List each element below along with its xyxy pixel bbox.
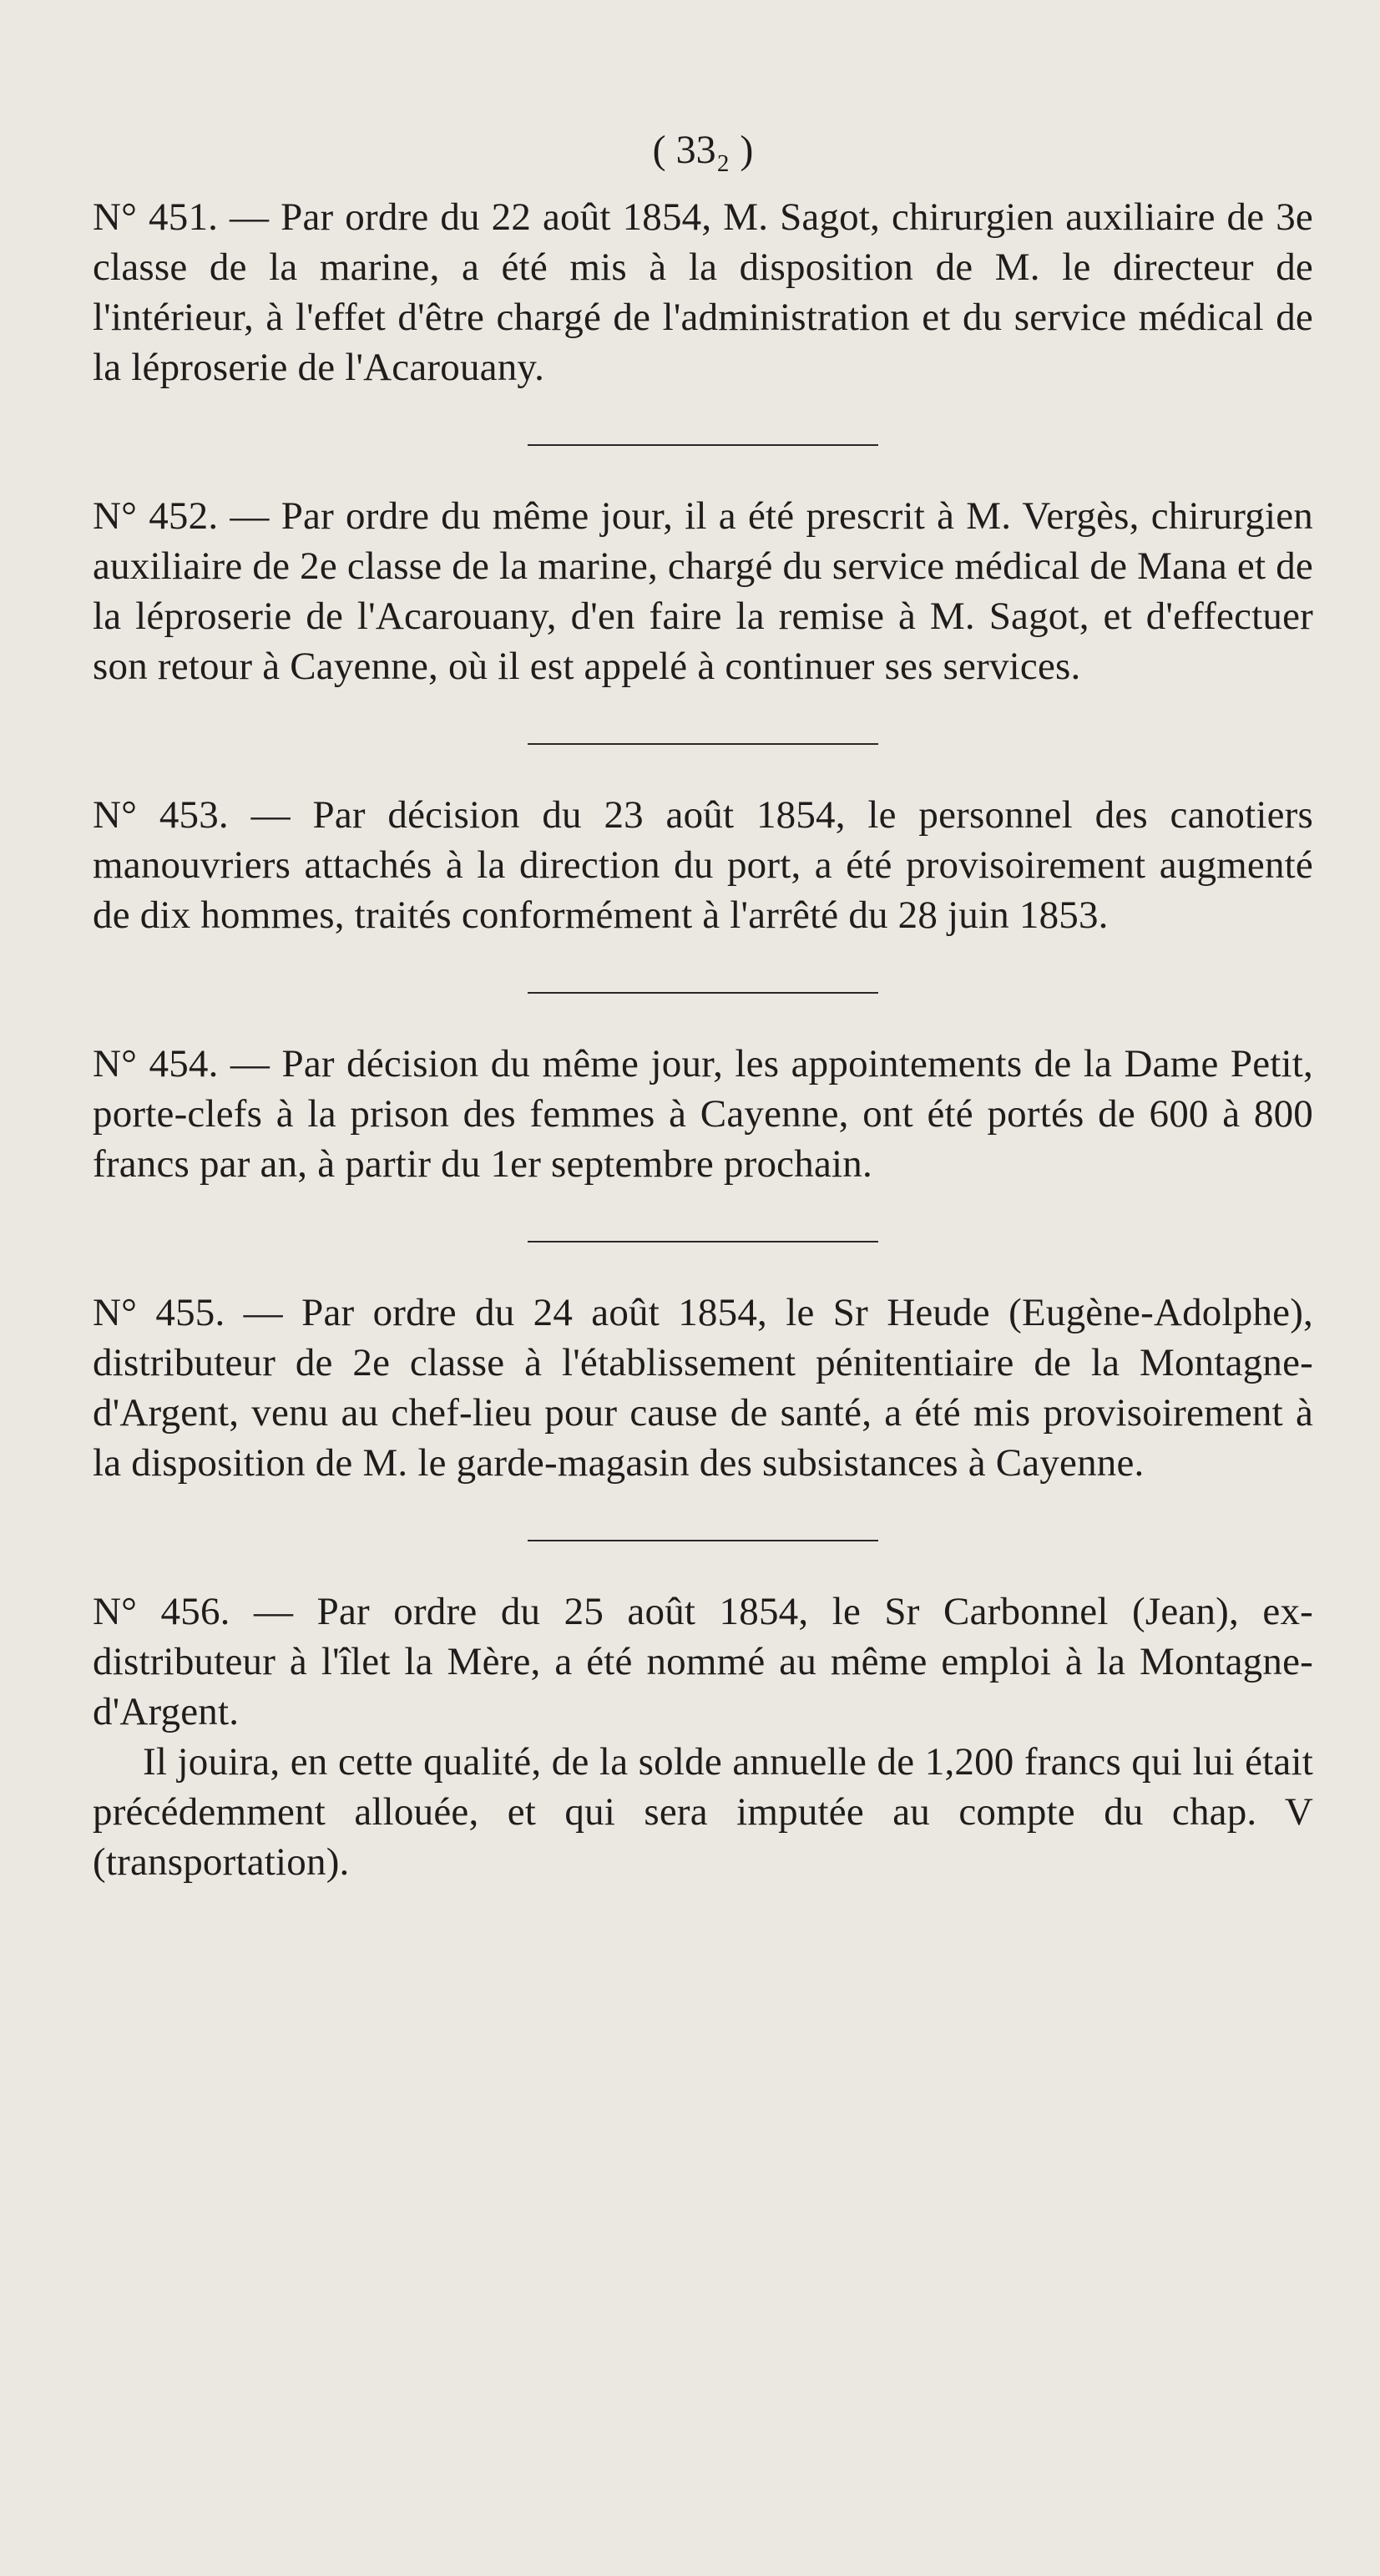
entry-454-paragraph: [93, 1039, 1313, 1189]
section-divider: [528, 1540, 878, 1541]
entry-456: [93, 1587, 1313, 1887]
entry-456-number: N° 456.: [93, 1590, 230, 1633]
entry-452-number: N° 452.: [93, 494, 219, 538]
entry-455-text: — Par ordre du 24 août 1854, le Sr Heude (Eugène-Adolphe), distributeur de 2e classe à l'établissement pénitentiaire de la Montagne-d'Argent, venu au chef-lieu pour cause de santé, a été mis provisoirement à la disposition de M. le garde-magasin des subsistances à Cayenne.: [93, 1291, 1314, 1485]
entry-452-text: — Par ordre du même jour, il a été prescrit à M. Vergès, chirurgien auxiliaire de 2e classe de la marine, chargé du service médical de Mana et de la léproserie de l'Acarouany, d'en faire la remise à M. Sagot, et d'effectuer son retour à Cayenne, où il est appelé à continuer ses services.: [93, 494, 1313, 688]
entry-455-paragraph: [93, 1288, 1313, 1488]
entry-453-number: N° 453.: [93, 793, 229, 837]
entry-453: [93, 790, 1313, 940]
section-divider: [528, 992, 878, 994]
entry-454: [93, 1039, 1313, 1189]
entry-455-number: N° 455.: [93, 1291, 225, 1334]
entry-451-number: N° 451.: [93, 195, 219, 239]
entry-456-continuation: Il jouira, en cette qualité, de la solde annuelle de 1,200 francs qui lui était précédemment allouée, et qui sera imputée au compte du chap. V (transportation).: [93, 1740, 1313, 1884]
entry-454-text: — Par décision du même jour, les appointements de la Dame Petit, porte-clefs à la prison des femmes à Cayenne, ont été portés de 600 à 800 francs par an, à partir du 1er septembre prochain.: [93, 1042, 1314, 1186]
entry-451-text: — Par ordre du 22 août 1854, M. Sagot, chirurgien auxiliaire de 3e classe de la marine, a été mis à la disposition de M. le directeur de l'intérieur, à l'effet d'être chargé de l'administration et du service médical de la léproserie de l'Acarouany.: [93, 195, 1313, 389]
entry-454-number: N° 454.: [93, 1042, 219, 1086]
entry-452: [93, 491, 1313, 691]
entry-456-text: — Par ordre du 25 août 1854, le Sr Carbonnel (Jean), ex-distributeur à l'îlet la Mère, a été nommé au même emploi à la Montagne-d'Argent.: [93, 1590, 1313, 1733]
section-divider: [528, 743, 878, 745]
page-number: ( 33₂ ): [652, 128, 754, 172]
entry-451-paragraph: [93, 192, 1313, 392]
section-divider: [528, 444, 878, 446]
entry-456-paragraph: [93, 1587, 1313, 1737]
entry-452-paragraph: [93, 491, 1313, 691]
entry-451: [93, 192, 1313, 392]
entry-453-paragraph: [93, 790, 1313, 940]
entry-453-text: — Par décision du 23 août 1854, le personnel des canotiers manouvriers attachés à la direction du port, a été provisoirement augmenté de dix hommes, traités conformément à l'arrêté du 28 juin 1853.: [93, 793, 1314, 937]
section-divider: [528, 1241, 878, 1242]
entry-455: [93, 1288, 1313, 1488]
